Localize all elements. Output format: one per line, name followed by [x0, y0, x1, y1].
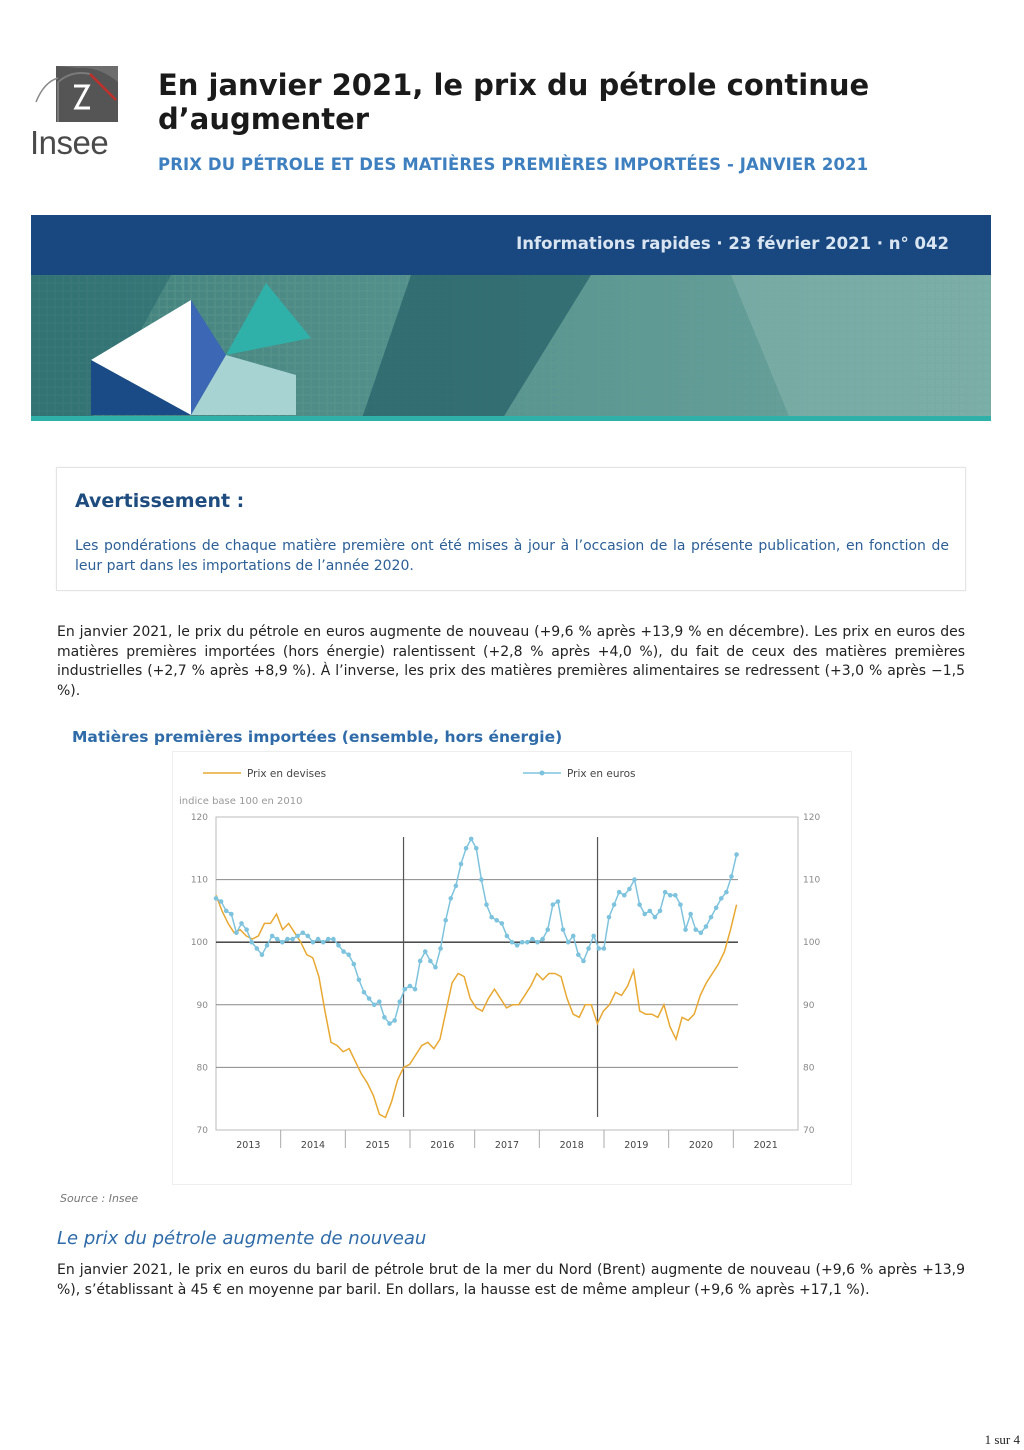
series-point: [484, 902, 489, 907]
series-point: [326, 937, 331, 942]
series-point: [602, 946, 607, 951]
series-point: [729, 874, 734, 879]
chart-frame: [172, 751, 852, 1185]
series-point: [653, 915, 658, 920]
x-tick-2015: 2015: [365, 1140, 390, 1151]
series-point: [418, 959, 423, 964]
series-point: [683, 927, 688, 932]
series-point: [377, 999, 382, 1004]
series-point: [576, 952, 581, 957]
y-tick-right-110: 110: [803, 875, 821, 886]
series-point: [704, 924, 709, 929]
series-point: [443, 918, 448, 923]
series-point: [336, 943, 341, 948]
series-point: [632, 877, 637, 882]
series-point: [596, 946, 601, 951]
legend-label-0: Prix en devises: [247, 768, 327, 780]
page-number: 1 sur 4: [984, 1432, 1020, 1447]
series-point: [357, 977, 362, 982]
series-point: [566, 940, 571, 945]
series-point: [520, 940, 525, 945]
series-point: [438, 946, 443, 951]
publication-info: Informations rapides · 23 février 2021 · n° 042: [516, 234, 949, 253]
series-point: [265, 943, 270, 948]
series-point: [306, 934, 311, 939]
series-point: [392, 1018, 397, 1023]
page-subtitle: PRIX DU PÉTROLE ET DES MATIÈRES PREMIÈRES IMPORTÉES - JANVIER 2021: [158, 155, 869, 174]
x-tick-2017: 2017: [494, 1140, 520, 1151]
series-point: [433, 965, 438, 970]
line-chart: [173, 752, 851, 1184]
y-axis-label: indice base 100 en 2010: [179, 796, 303, 807]
series-point: [428, 959, 433, 964]
banner-bar: [31, 215, 991, 275]
series-point: [285, 937, 290, 942]
series-point: [627, 887, 632, 892]
y-tick-left-70: 70: [196, 1126, 208, 1136]
section-title: Le prix du pétrole augmente de nouveau: [57, 1228, 427, 1249]
series-point: [239, 921, 244, 926]
x-tick-2014: 2014: [300, 1140, 326, 1151]
series-point: [642, 912, 647, 917]
y-tick-left-90: 90: [196, 1000, 208, 1011]
x-tick-2016: 2016: [430, 1140, 455, 1151]
legend-label-1: Prix en euros: [567, 768, 636, 780]
series-point: [351, 962, 356, 967]
series-point: [734, 852, 739, 857]
series-point: [234, 931, 239, 936]
series-point: [387, 1021, 392, 1026]
series-point: [571, 934, 576, 939]
series-line-0: [216, 895, 737, 1117]
series-point: [321, 940, 326, 945]
logo-text: Insee: [30, 124, 109, 161]
series-point: [540, 937, 545, 942]
y-tick-right-120: 120: [803, 813, 821, 823]
series-point: [545, 927, 550, 932]
series-point: [530, 937, 535, 942]
series-point: [413, 987, 418, 992]
warning-box: [56, 467, 966, 591]
series-point: [525, 940, 530, 945]
series-point: [612, 902, 617, 907]
series-point: [464, 846, 469, 851]
series-point: [244, 927, 249, 932]
series-point: [719, 896, 724, 901]
series-point: [673, 893, 678, 898]
y-tick-left-110: 110: [190, 875, 208, 886]
section-paragraph: En janvier 2021, le prix en euros du baril de pétrole brut de la mer du Nord (Brent) augmente de nouveau (+9,6 % après +13,9 %), s’établissant à 45 € en moyenne par baril. En dollars, la hausse est de même ampleur (+9,6 % après +17,1 %).: [57, 1262, 965, 1298]
series-point: [591, 934, 596, 939]
series-point: [474, 846, 479, 851]
series-point: [346, 952, 351, 957]
series-point: [249, 940, 254, 945]
series-point: [372, 1003, 377, 1008]
series-point: [515, 943, 520, 948]
series-point: [290, 937, 295, 942]
x-tick-2013: 2013: [236, 1140, 261, 1151]
series-point: [510, 940, 515, 945]
series-point: [678, 902, 683, 907]
series-point: [709, 915, 714, 920]
series-point: [423, 949, 428, 954]
series-point: [224, 909, 229, 914]
series-point: [714, 905, 719, 910]
intro-paragraph: En janvier 2021, le prix du pétrole en euros augmente de nouveau (+9,6 % après +13,9 % en décembre). Les prix en euros des matières premières importées (hors énergie) ralentissent (+2,8 % après +4,0 %), du fait de ceux des matières premières industrielles (+2,7 % après +8,9 %). À l’inverse, les prix des matières premières alimentaires se redressent (+3,0 % après −1,5 %).: [57, 624, 965, 699]
series-point: [270, 934, 275, 939]
series-point: [500, 921, 505, 926]
series-point: [688, 912, 693, 917]
legend-marker-1: [540, 771, 545, 776]
chart-title: Matières premières importées (ensemble, hors énergie): [72, 728, 563, 746]
y-tick-left-80: 80: [196, 1063, 208, 1074]
x-tick-2018: 2018: [559, 1140, 584, 1151]
series-point: [668, 893, 673, 898]
series-point: [459, 862, 464, 867]
y-tick-left-100: 100: [190, 938, 208, 949]
header-banner: [31, 215, 991, 421]
series-point: [551, 902, 556, 907]
plot-frame: [216, 817, 798, 1130]
series-point: [367, 996, 372, 1001]
series-point: [469, 837, 474, 842]
series-point: [556, 899, 561, 904]
series-point: [311, 940, 316, 945]
series-point: [316, 937, 321, 942]
series-point: [214, 896, 219, 901]
y-tick-right-70: 70: [803, 1126, 815, 1136]
series-point: [622, 893, 627, 898]
source-note: Source : Insee: [60, 1192, 139, 1205]
y-tick-right-80: 80: [803, 1063, 815, 1074]
series-point: [382, 1015, 387, 1020]
series-point: [219, 899, 224, 904]
series-point: [648, 909, 653, 914]
x-tick-2019: 2019: [624, 1140, 649, 1151]
y-tick-right-90: 90: [803, 1000, 815, 1011]
series-point: [260, 952, 265, 957]
series-point: [362, 990, 367, 995]
series-point: [300, 931, 305, 936]
series-point: [295, 934, 300, 939]
warning-text: Les pondérations de chaque matière première ont été mises à jour à l’occasion de la présente publication, en fonction de leur part dans les importations de l’année 2020.: [75, 538, 949, 574]
series-point: [255, 946, 260, 951]
series-point: [535, 940, 540, 945]
series-point: [494, 918, 499, 923]
warning-title: Avertissement :: [75, 490, 245, 512]
y-tick-left-120: 120: [190, 813, 208, 823]
series-point: [229, 912, 234, 917]
series-point: [331, 937, 336, 942]
series-point: [607, 915, 612, 920]
banner-building-image: [31, 275, 991, 421]
x-tick-2021: 2021: [753, 1140, 778, 1151]
series-point: [586, 946, 591, 951]
x-tick-2020: 2020: [688, 1140, 714, 1151]
series-point: [561, 927, 566, 932]
series-point: [280, 940, 285, 945]
y-tick-right-100: 100: [803, 938, 821, 949]
series-point: [581, 959, 586, 964]
series-point: [408, 984, 413, 989]
series-point: [341, 949, 346, 954]
series-point: [663, 890, 668, 895]
series-point: [448, 896, 453, 901]
series-point: [693, 927, 698, 932]
series-point: [397, 999, 402, 1004]
series-point: [617, 890, 622, 895]
series-point: [699, 931, 704, 936]
series-point: [479, 877, 484, 882]
series-point: [403, 987, 408, 992]
series-point: [637, 902, 642, 907]
series-point: [489, 915, 494, 920]
series-point: [275, 937, 280, 942]
page-title: En janvier 2021, le prix du pétrole continue d’augmenter: [158, 68, 870, 136]
series-point: [454, 884, 459, 889]
series-point: [505, 934, 510, 939]
series-point: [724, 890, 729, 895]
series-point: [658, 909, 663, 914]
